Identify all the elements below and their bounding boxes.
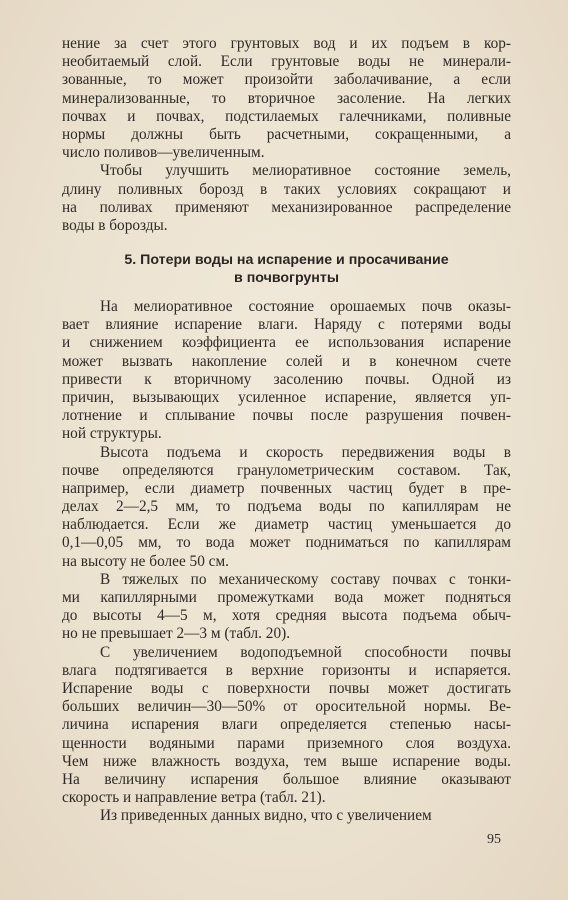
text-line: почвах и почвах, подстилаемых галечниками, поливные bbox=[62, 107, 511, 125]
text-line: необитаемый слой. Если грунтовые воды не минерали- bbox=[62, 53, 511, 71]
text-line: Чтобы улучшить мелиоративное состояние земель, bbox=[100, 162, 511, 180]
paragraph bbox=[62, 444, 511, 571]
section-heading-line-1: 5. Потери воды на испарение и просачивание bbox=[124, 252, 449, 268]
text-line: Испарение воды с поверхности почвы может достигать bbox=[62, 679, 511, 697]
text-line: В тяжелых по механическому составу почвах с тонки- bbox=[100, 570, 511, 588]
paragraph bbox=[62, 571, 511, 644]
text-line: до высоты 4—5 м, хотя средняя высота подъема обыч- bbox=[62, 607, 511, 625]
text-line: щенности водяными парами приземного слоя воздуха. bbox=[62, 734, 511, 752]
text-line: зованные, то может произойти заболачивание, а если bbox=[62, 71, 511, 89]
text-line: воды в борозды. bbox=[62, 216, 168, 234]
paragraph bbox=[62, 298, 511, 444]
text-line: ной структуры. bbox=[62, 425, 162, 443]
paragraph bbox=[62, 644, 511, 808]
text-line: нение за счет этого грунтовых вод и их подъем в кор- bbox=[62, 35, 511, 52]
paragraph bbox=[62, 35, 511, 162]
text-line: почве определяются гранулометрическим составом. Так, bbox=[62, 461, 511, 479]
text-block-main bbox=[62, 298, 511, 825]
page-number: 95 bbox=[487, 832, 501, 847]
text-line: привести к вторичному засолению почвы. Одной из bbox=[62, 370, 511, 388]
text-line: ми капиллярными промежутками вода может подняться bbox=[62, 589, 511, 606]
text-block-top bbox=[62, 35, 511, 235]
text-line: влага подтягивается в верхние горизонты и испаряется. bbox=[62, 661, 511, 679]
text-line: Из приведенных данных видно, что с увеличением bbox=[100, 807, 432, 825]
text-line: вает влияние испарение влаги. Наряду с потерями воды bbox=[62, 316, 511, 334]
text-line: длину поливных борозд в таких условиях сокращают и bbox=[62, 180, 511, 198]
text-line: наблюдается. Если же диаметр частиц уменьшается до bbox=[62, 516, 511, 534]
text-line: лотнение и сплывание почвы после разрушения почвен- bbox=[62, 407, 511, 425]
text-line: скорость и направление ветра (табл. 21). bbox=[62, 789, 326, 807]
text-line: Чем ниже влажность воздуха, тем выше испарение воды. bbox=[62, 752, 511, 770]
text-line: на высоту не более 50 см. bbox=[62, 552, 229, 570]
section-heading bbox=[62, 251, 511, 287]
paragraph bbox=[62, 162, 511, 235]
text-line: нормы должны быть расчетными, сокращенными, а bbox=[62, 125, 511, 143]
section-heading-line-2: в почвогрунты bbox=[234, 270, 339, 286]
text-line: например, если диаметр почвенных частиц будет в пре- bbox=[62, 479, 511, 497]
text-line: Высота подъема и скорость передвижения воды в bbox=[100, 443, 511, 461]
text-line: и снижением коэффициента ее использования испарение bbox=[62, 334, 511, 352]
text-line: На мелиоративное состояние орошаемых почв оказы- bbox=[100, 298, 511, 315]
text-line: на поливах применяют механизированное распределение bbox=[62, 198, 511, 216]
text-line: число поливов—увеличенным. bbox=[62, 144, 265, 162]
text-line: но не превышает 2—3 м (табл. 20). bbox=[62, 625, 291, 643]
paragraph bbox=[62, 807, 511, 825]
text-line: делах 2—2,5 мм, то подъема воды по капиллярам не bbox=[62, 498, 511, 516]
text-line: больших величин—30—50% от оросительной нормы. Ве- bbox=[62, 698, 511, 716]
text-line: минерализованные, то вторичное засоление. На легких bbox=[62, 89, 511, 107]
text-line: С увеличением водоподъемной способности почвы bbox=[100, 643, 511, 661]
text-line: причин, вызывающих усиленное испарение, является уп- bbox=[62, 388, 511, 406]
text-line: может вызвать накопление солей и в конечном счете bbox=[62, 352, 511, 370]
text-line: На величину испарения большое влияние оказывают bbox=[62, 770, 511, 788]
text-line: личина испарения влаги определяется степенью насы- bbox=[62, 716, 511, 734]
text-line: 0,1—0,05 мм, то вода может подниматься по капиллярам bbox=[62, 534, 511, 552]
